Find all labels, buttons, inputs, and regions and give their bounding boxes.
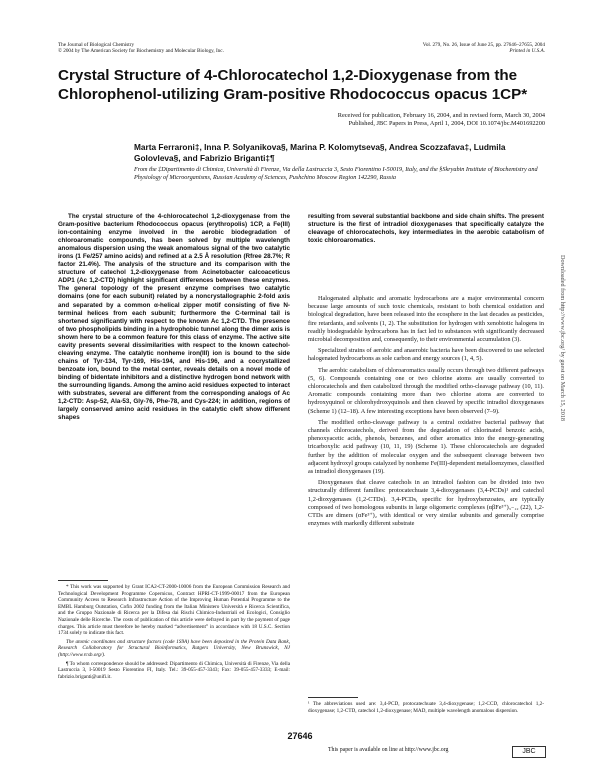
copyright-line: © 2004 by The American Society for Biochemistry and Molecular Biology, Inc. xyxy=(58,48,224,54)
affiliations: From the ‡Dipartimento di Chimica, Università di Firenze, Via della Lastruccia 3, Sesto Fiorentino I-50019, Italy, and the §Skryabin Institute of Biochemistry and Physiology of Microorganisms, Russian Academy of Sciences, Pushchino Moscow Region 142290, Russia xyxy=(134,166,538,182)
correspondence-footnote: ¶ To whom correspondence should be addressed: Dipartimento di Chimica, Università di Firenze, Via della Lastruccia 3, I-50019 Sesto Fiorentino FI, Italy. Tel.: 39-055-457-3343; Fax: 39-055-457-3333; E-mail: fabrizio.briganti@unifi.it. xyxy=(58,660,290,680)
abstract-left: The crystal structure of the 4-chlorocatechol 1,2-dioxygenase from the Gram-positive bacterium Rhodococcus opacus (erythropolis) 1CP, a Fe(III) ion-containing enzyme involved in the aerobic biodegradation of chloroaromatic compounds, has been solved by multiple wavelength anomalous dispersion using the weak anomalous signal of the two catalytic irons (1 Fe/257 amino acids) and refined at a 2.5 Å resolution (Rfree 28.7%; R factor 21.4%). The analysis of the structure and its comparison with the structure of catechol 1,2-dioxygenase from Acinetobacter calcoaceticus ADP1 (Ac 1,2-CTD) highlight significant differences between these enzymes. The general topology of the present enzyme comprises two catalytic domains (one for each subunit) related by a noncrystallographic 2-fold axis and separated by a common α-helical zipper motif consisting of five N-terminal helices from each subunit; furthermore the C-terminal tail is shortened significantly with respect to the known Ac 1,2-CTD. The presence of two phospholipids binding in a hydrophobic tunnel along the dimer axis is shown here to be a common feature for this class of enzyme. The active site cavity presents several dissimilarities with respect to the known catechol-cleaving enzyme. The catalytic nonheme iron(III) ion is bound to the side chains of Tyr-134, Tyr-169, His-194, and His-196, and a cocrystallized benzoate ion, bound to the metal center, reveals details on a novel mode of binding of bidentate inhibitors and a distinctive hydrogen bond network with the surrounding ligands. Among the amino acid residues expected to interact with substrates, several are different from the corresponding analogs of Ac 1,2-CTD: Asp-52, Ala-53, Gly-76, Phe-78, and Cys-224; in addition, regions of largely conserved amino acid residues in the catalytic cleft show different shapes xyxy=(58,213,290,422)
published-line: Published, JBC Papers in Press, April 1, 2004, DOI 10.1074/jbc.M401692200 xyxy=(348,120,545,128)
body-paragraph: The aerobic catabolism of chloroaromatics usually occurs through two different pathways (5, 6). Compounds containing one or two chlorine atoms are usually converted to chlorocatechols and then catabolized through the modified ortho-cleavage pathway (10, 11). Aromatic compounds containing more than two chlorine atoms are converted to hydroxyquinol or chlorohydroxyquinols and then cleaved by specific intradiol dioxygenases (Scheme 1) (12–18). A few interesting exceptions have been observed (7–9). xyxy=(308,366,544,415)
publication-dates xyxy=(85,112,545,128)
volume-line: Vol. 279, No. 26, Issue of June 25, pp. 27646–27655, 2004 xyxy=(422,42,545,48)
footnotes-left xyxy=(58,584,290,682)
abstract-right: resulting from several substantial backbone and side chain shifts. The present structure is the first of intradiol dioxygenases that specifically catalyze the cleavage of chlorocatechols, key intermediates in the aerobic catabolism of toxic chloroaromatics. xyxy=(308,213,544,245)
body-paragraph: Halogenated aliphatic and aromatic hydrocarbons are a major environmental concern because large amounts of such toxic chemicals, resistant to both chemical oxidation and biological degradation, have been released into the ecosphere in the last decades as pesticides, fire retardants, and solvents (1, 2). The substitution for hydrogen with xenobiotic halogens in readily biodegradable hydrocarbons has in fact led to substances with significantly decreased microbial decomposition and, consequently, to their environmental accumulation (3). xyxy=(308,295,544,344)
download-note[interactable]: Downloaded from http://www.jbc.org/ by guest on March 15, 2018 xyxy=(559,255,566,422)
author-list: Marta Ferraroni‡, Inna P. Solyanikova§, Marina P. Kolomytseva§, Andrea Scozzafava‡, Ludmila Golovleva§, and Fabrizio Briganti‡¶ xyxy=(134,142,506,163)
page-number: 27646 xyxy=(287,731,313,741)
printed-line: Printed in U.S.A. xyxy=(509,48,545,54)
funding-footnote: * This work was supported by Grant ICA2-CT-2000-10006 from the European Commission Research and Technological Development Programme Copernicus, Contract HPRI-CT-1999-00017 from the European Community Access to Research Infrastructure Action of the Improving Human Potential Programme to the EMBL Hamburg Outstation, Cofin 2002 funding from the Italian Ministero Università e Ricerca Scientifica, and the Gruppo Nazionale di Ricerca per la Difesa dai Rischi Chimico-Industriali ed Ecologici, Consiglio Nazionale delle Ricerche. The costs of publication of this article were defrayed in part by the payment of page charges. This article must therefore be hereby marked “advertisement” in accordance with 18 U.S.C. Section 1734 solely to indicate this fact. xyxy=(58,584,290,637)
footer-note: This paper is available on line at http://www.jbc.org xyxy=(328,747,449,753)
body-paragraph: Dioxygenases that cleave catechols in an intradiol fashion can be divided into two structurally different families: protocatechuate 3,4-dioxygenases (3,4-PCDs)¹ and catechol 1,2-dioxygenases (1,2-CTDs). 3,4-PCDs, specific for hydroxybenzoates, are typically composed of two homologous subunits in large oligomeric complexes (αβFe³⁺)₃₋₁₂ (22), 1,2-CTDs are dimers (αFe³⁺)₂ with identical or very similar subunits and generally comprise enzymes with markedly different substrate xyxy=(308,479,544,528)
jbc-logo-icon: JBC xyxy=(522,748,536,755)
footnote-divider xyxy=(58,580,108,581)
received-line: Received for publication, February 16, 2004, and in revised form, March 30, 2004 xyxy=(337,112,545,119)
journal-name: The Journal of Biological Chemistry xyxy=(58,42,135,48)
article-title: Crystal Structure of 4-Chlorocatechol 1,2-Dioxygenase from the Chlorophenol-utilizing Gram-positive Rhodococcus opacus 1CP* xyxy=(58,67,528,103)
body-text xyxy=(308,295,544,531)
body-paragraph: The modified ortho-cleavage pathway is a central oxidative bacterial pathway that channels chlorocatechols, derived from the degradation of chlorinated benzoic acids, phenoxyacetic acids, phenols, benzenes, and other aromatics into the energy-generating tricarboxylic acid pathway (10, 11, 19) (Scheme 1). These chlorocatechols are degraded further by the addition of molecular oxygen and the subsequent cleavage between two adjacent hydroxyl groups catalyzed by nonheme Fe(III)-dependent metalloenzymes, classified as intradiol dioxygenases (19). xyxy=(308,418,544,476)
body-paragraph: Specialized strains of aerobic and anaerobic bacteria have been discovered to use selected halogenated hydrocarbons as sole carbon and energy sources (1, 4, 5). xyxy=(308,347,544,363)
footnote-divider xyxy=(308,697,358,698)
journal-logo xyxy=(512,746,546,758)
pdb-footnote: The atomic coordinates and structure factors (code 1S9A) have been deposited in the Protein Data Bank, Research Collaboratory for Structural Bioinformatics, Rutgers University, New Brunswick, NJ (http://www.rcsb.org/). xyxy=(58,638,290,658)
abbreviations-footnote: ¹ The abbreviations used are: 3,4-PCD, protocatechuate 3,4-dioxygenase; 1,2-CCD, chlorocatechol 1,2-dioxygenase; 1,2-CTD, catechol 1,2-dioxygenase; MAD, multiple wavelength anomalous dispersion. xyxy=(308,701,544,714)
